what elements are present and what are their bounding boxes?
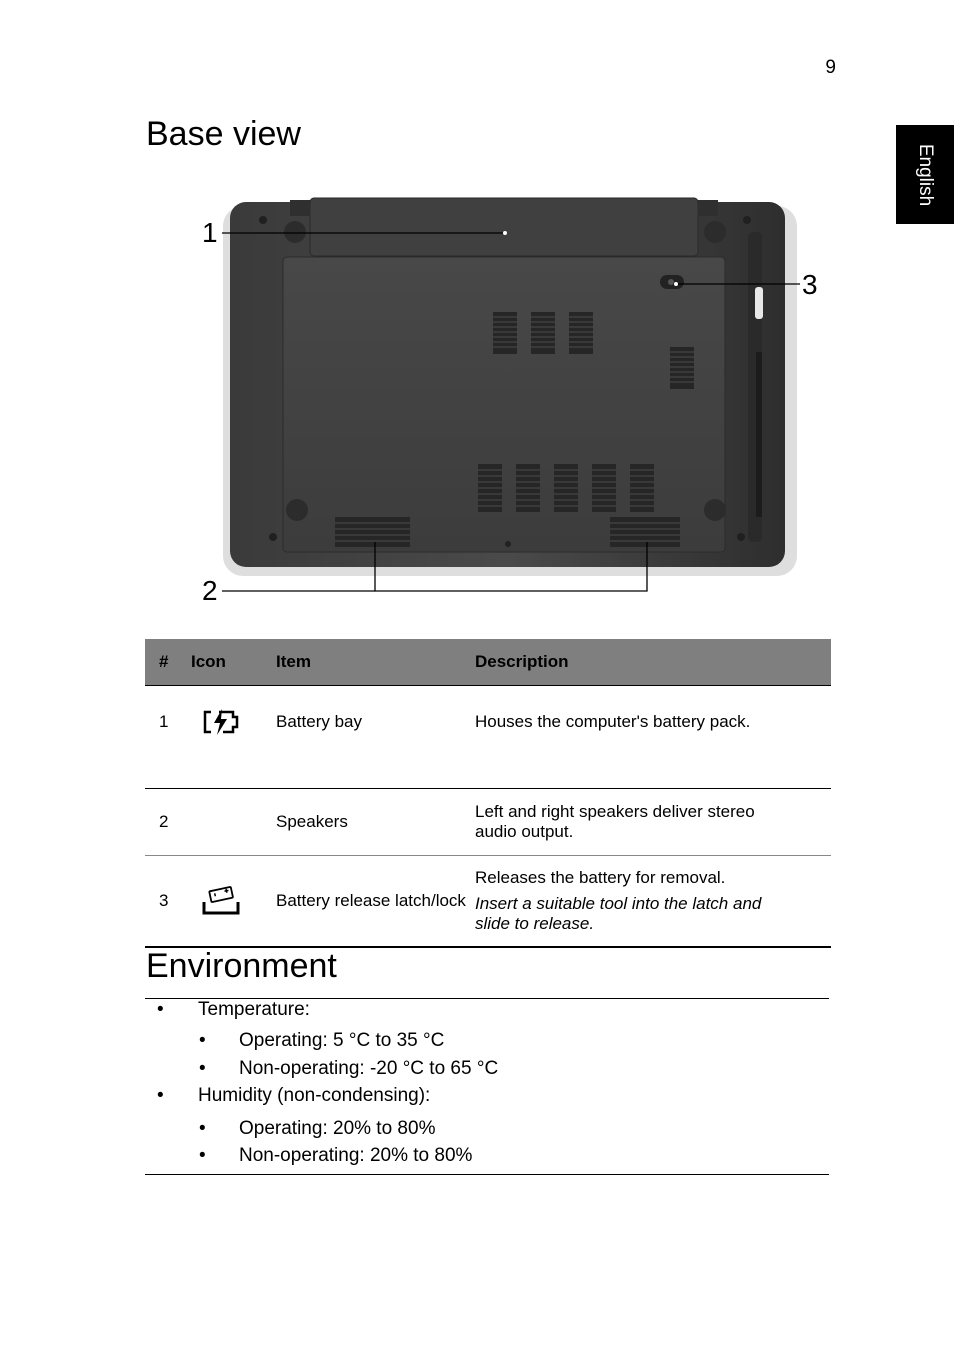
- list-item-label: Temperature:: [198, 999, 310, 1020]
- row-note: Insert a suitable tool into the latch and slide to release.: [475, 894, 762, 933]
- bullet: •: [157, 1085, 164, 1106]
- base-view-table: [145, 639, 831, 948]
- header-description: Description: [475, 639, 831, 686]
- environment-title: Environment: [146, 947, 337, 985]
- callout-2: 2: [202, 575, 218, 606]
- list-item-label: Operating: 5 °C to 35 °C: [239, 1030, 445, 1051]
- row-description: Releases the battery for removal.: [475, 868, 726, 887]
- callout-3: 3: [802, 269, 818, 300]
- list-item-label: Non-operating: -20 °C to 65 °C: [239, 1058, 499, 1079]
- bullet: •: [199, 1118, 206, 1139]
- row-number: 3: [145, 856, 191, 948]
- list-item-label: Humidity (non-condensing):: [198, 1085, 431, 1106]
- row-number: 2: [145, 789, 191, 856]
- bullet: •: [199, 1030, 206, 1051]
- list-item-label: Operating: 20% to 80%: [239, 1118, 436, 1139]
- header-item: Item: [276, 639, 475, 686]
- list-item-label: Non-operating: 20% to 80%: [239, 1145, 473, 1166]
- row-description: Left and right speakers deliver stereo audio output.: [475, 789, 831, 856]
- row-item: Battery bay: [276, 686, 475, 789]
- table-row: [145, 686, 831, 789]
- divider: [145, 1174, 829, 1175]
- table-header-row: [145, 639, 831, 686]
- header-number: #: [145, 639, 191, 686]
- row-number: 1: [145, 686, 191, 789]
- table-row: [145, 789, 831, 856]
- bullet: •: [199, 1058, 206, 1079]
- bullet: •: [157, 999, 164, 1020]
- battery-release-icon: [201, 886, 241, 916]
- callout-1: 1: [202, 217, 218, 248]
- battery-bay-icon: [201, 708, 241, 736]
- language-tab-label: English: [915, 143, 936, 206]
- row-description: Houses the computer's battery pack.: [475, 686, 831, 789]
- laptop-base-illustration: [195, 192, 835, 612]
- base-view-title: Base view: [146, 115, 301, 153]
- header-icon: Icon: [191, 639, 276, 686]
- page-number: 9: [825, 57, 836, 78]
- row-item: Battery release latch/lock: [276, 856, 475, 948]
- bullet: •: [199, 1145, 206, 1166]
- table-row: [145, 856, 831, 948]
- language-tab: [896, 125, 954, 224]
- row-item: Speakers: [276, 789, 475, 856]
